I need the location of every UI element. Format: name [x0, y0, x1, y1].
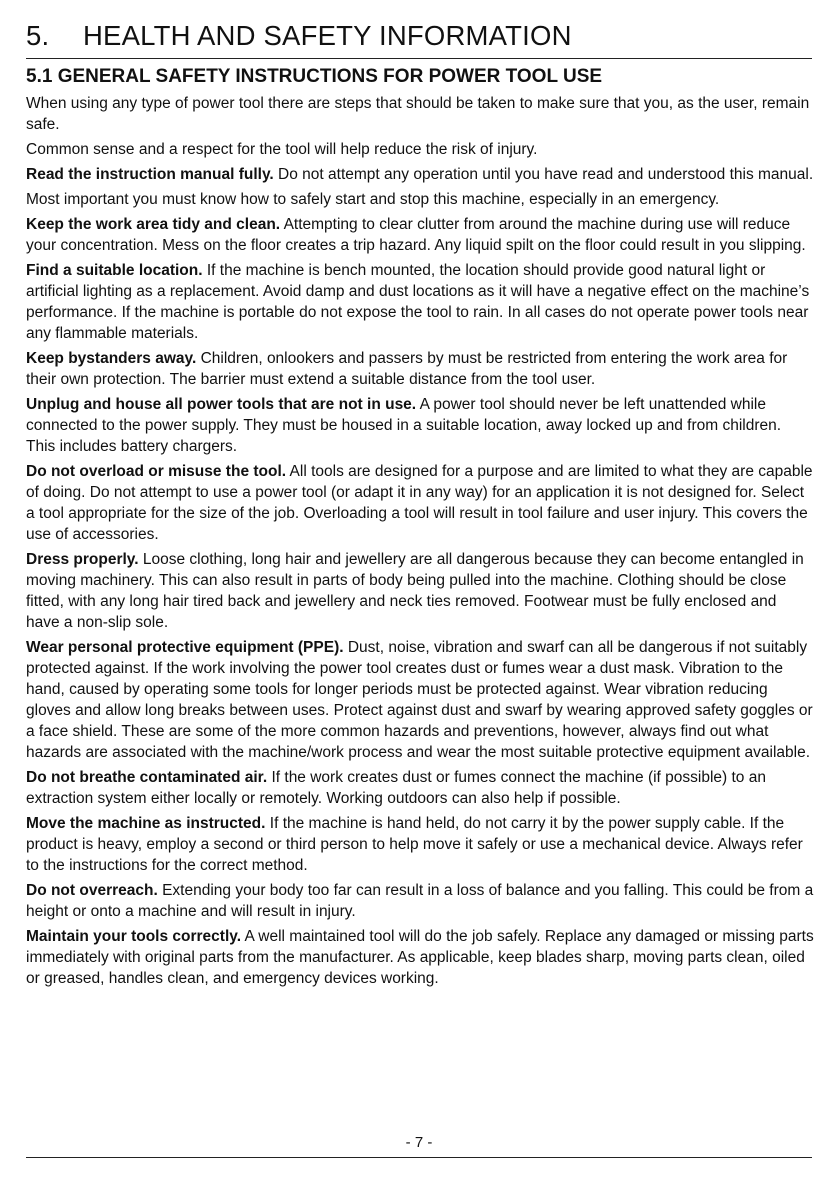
paragraph-lead: Keep the work area tidy and clean.: [26, 216, 281, 233]
paragraph-overreach: [26, 880, 814, 922]
paragraph-move: [26, 813, 814, 876]
paragraph-lead: Maintain your tools correctly.: [26, 928, 242, 945]
paragraph-text: A well maintained tool will do the job safely. Replace any damaged or missing parts immediately with original parts from the manufacturer. As applicable, keep blades sharp, moving parts clean, oiled or greased, handles clean, and emergency devices working.: [26, 928, 814, 987]
paragraph-bystanders: [26, 348, 814, 390]
paragraph-text: A power tool should never be left unattended while connected to the power supply. They must be housed in a suitable location, away locked up and from children. This includes battery chargers.: [26, 396, 782, 455]
paragraph-text: Dust, noise, vibration and swarf can all be dangerous if not suitably protected against. If the work involving the power tool creates dust or fumes wear a dust mask. Vibration to the hand, caused by operating some tools for longer periods must be protected against. Wear vibration reducing gloves and allow long breaks between uses. Protect against dust and swarf by wearing approved safety goggles or a face shield. These are some of the more common hazards and preventions, however, always find out what hazards are associated with the machine/work process and wear the most suitable protective equipment available.: [26, 639, 813, 761]
section-heading: 5.1 GENERAL SAFETY INSTRUCTIONS FOR POWER TOOL USE: [26, 66, 603, 87]
paragraph-lead: Find a suitable location.: [26, 262, 203, 279]
paragraph-text: Extending your body too far can result in a loss of balance and you falling. This could be from a height or onto a machine and will result in injury.: [26, 882, 814, 920]
paragraph-lead: Do not overload or misuse the tool.: [26, 463, 287, 480]
header-divider: [26, 58, 812, 59]
chapter-title-text: HEALTH AND SAFETY INFORMATION: [83, 20, 572, 51]
chapter-title: [26, 18, 812, 54]
paragraph-ppe: [26, 637, 814, 763]
paragraph-location: [26, 260, 814, 344]
paragraph-unplug: [26, 394, 814, 457]
paragraph-start-stop: [26, 189, 814, 210]
paragraph-lead: Unplug and house all power tools that are not in use.: [26, 396, 417, 413]
paragraph-text: Do not attempt any operation until you have read and understood this manual.: [273, 166, 814, 183]
paragraph-lead: Wear personal protective equipment (PPE).: [26, 639, 344, 656]
paragraph-lead: Dress properly.: [26, 551, 139, 568]
paragraph-work-area: [26, 214, 814, 256]
footer-divider: [26, 1157, 812, 1158]
paragraph-text: Loose clothing, long hair and jewellery are all dangerous because they can become entangled in moving machinery. This can also result in parts of body being pulled into the machine. Clothing should be close fitted, with any long hair tired back and jewellery and neck ties removed. Footwear must be fully enclosed and have a non-slip sole.: [26, 551, 804, 631]
chapter-number: 5.: [26, 20, 50, 51]
paragraph-text: If the machine is bench mounted, the location should provide good natural light or artificial lighting as a replacement. Avoid damp and dust locations as it will have a negative effect on the machine’s performance. If the machine is portable do not expose the tool to rain. In all cases do not operate power tools near any flammable materials.: [26, 262, 810, 342]
paragraph-lead: Do not overreach.: [26, 882, 158, 899]
paragraph-intro: [26, 93, 814, 135]
paragraph-lead: Move the machine as instructed.: [26, 815, 266, 832]
paragraph-text: If the machine is hand held, do not carry it by the power supply cable. If the product is heavy, employ a second or third person to help move it safely or use a mechanical device. Always refer to the instructions for the correct method.: [26, 815, 803, 874]
paragraph-lead: Do not breathe contaminated air.: [26, 769, 268, 786]
page-number: - 7 -: [405, 1134, 433, 1151]
paragraph-maintain: [26, 926, 814, 989]
paragraph-text: Attempting to clear clutter from around the machine during use will reduce your concentration. Mess on the floor creates a trip hazard. Any liquid spilt on the floor could result in you slipping.: [26, 216, 806, 254]
paragraph-text: Common sense and a respect for the tool will help reduce the risk of injury.: [26, 141, 538, 158]
paragraph-text: Children, onlookers and passers by must be restricted from entering the work area for their own protection. The barrier must extend a suitable distance from the tool user.: [26, 350, 788, 388]
paragraph-text: Most important you must know how to safely start and stop this machine, especially in an emergency.: [26, 191, 720, 208]
paragraph-read-manual: [26, 164, 814, 185]
paragraph-common-sense: [26, 139, 814, 160]
paragraph-air: [26, 767, 814, 809]
paragraph-text: If the work creates dust or fumes connect the machine (if possible) to an extraction system either locally or remotely. Working outdoors can also help if possible.: [26, 769, 766, 807]
paragraph-overload: [26, 461, 814, 545]
paragraph-text: When using any type of power tool there are steps that should be taken to make sure that you, as the user, remain safe.: [26, 95, 810, 133]
manual-page: [26, 0, 812, 1187]
paragraph-lead: Read the instruction manual fully.: [26, 166, 274, 183]
paragraph-dress: [26, 549, 814, 633]
safety-instructions-body: [26, 93, 814, 993]
paragraph-text: All tools are designed for a purpose and are limited to what they are capable of doing. Do not attempt to use a power tool (or adapt it in any way) for an application it is not designed for. Select a tool appropriate for the size of the job. Overloading a tool will result in tool failure and user injury. This covers the use of accessories.: [26, 463, 813, 543]
paragraph-lead: Keep bystanders away.: [26, 350, 197, 367]
